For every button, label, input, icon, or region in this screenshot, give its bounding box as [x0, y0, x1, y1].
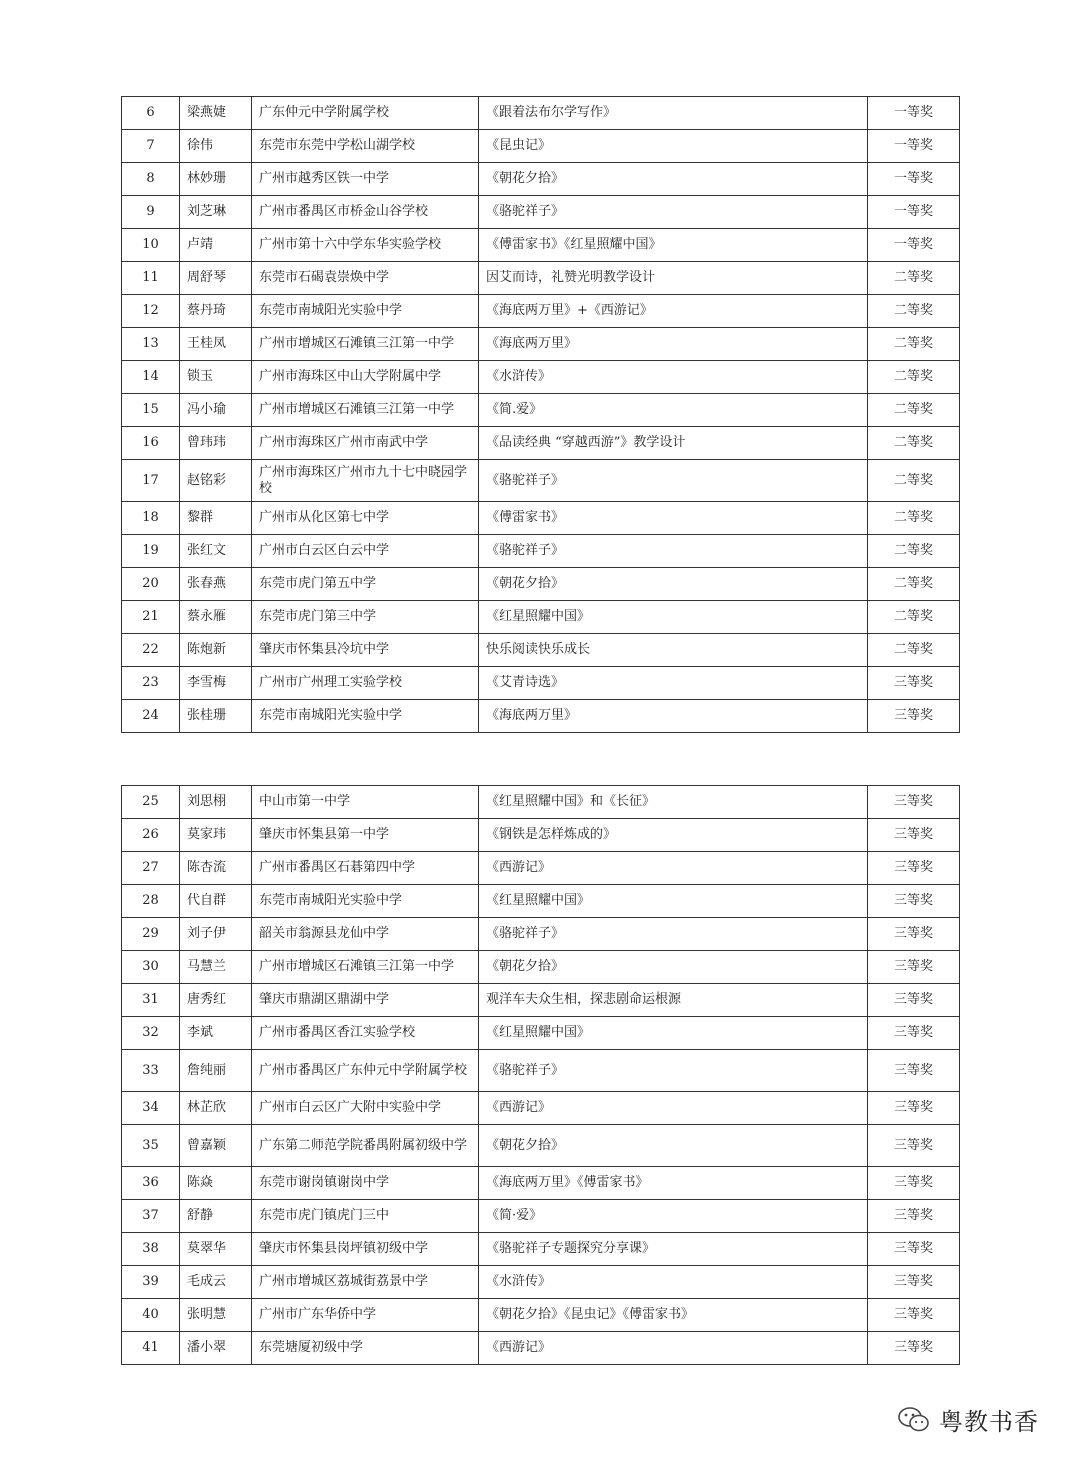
award-level: 三等奖	[868, 1332, 960, 1365]
row-number: 20	[122, 568, 180, 601]
work-title: 《简·爱》	[479, 1200, 868, 1233]
row-number: 27	[122, 852, 180, 885]
teacher-name: 王桂凤	[180, 328, 252, 361]
work-title: 《红星照耀中国》	[479, 885, 868, 918]
row-number: 24	[122, 700, 180, 733]
row-number: 9	[122, 196, 180, 229]
row-number: 18	[122, 502, 180, 535]
teacher-name: 陈焱	[180, 1167, 252, 1200]
row-number: 26	[122, 819, 180, 852]
school-name: 中山市第一中学	[252, 786, 479, 819]
school-name: 广州市海珠区广州市南武中学	[252, 427, 479, 460]
school-name: 广州市广东华侨中学	[252, 1299, 479, 1332]
award-level: 二等奖	[868, 535, 960, 568]
teacher-name: 卢靖	[180, 229, 252, 262]
work-title: 《朝花夕拾》《昆虫记》《傅雷家书》	[479, 1299, 868, 1332]
work-title: 《海底两万里》《傅雷家书》	[479, 1167, 868, 1200]
school-name: 东莞市南城阳光实验中学	[252, 885, 479, 918]
row-number: 16	[122, 427, 180, 460]
table-row	[122, 427, 960, 460]
teacher-name: 林芷欣	[180, 1092, 252, 1125]
school-name: 广州市番禺区市桥金山谷学校	[252, 196, 479, 229]
row-number: 28	[122, 885, 180, 918]
table-row	[122, 1092, 960, 1125]
work-title: 《朝花夕拾》	[479, 568, 868, 601]
teacher-name: 张桂珊	[180, 700, 252, 733]
school-name: 广州市从化区第七中学	[252, 502, 479, 535]
award-level: 二等奖	[868, 394, 960, 427]
teacher-name: 锁玉	[180, 361, 252, 394]
table-row	[122, 1125, 960, 1167]
award-level: 三等奖	[868, 1125, 960, 1167]
teacher-name: 曾嘉颖	[180, 1125, 252, 1167]
table-row	[122, 295, 960, 328]
table-row	[122, 1332, 960, 1365]
award-level: 三等奖	[868, 951, 960, 984]
table-row	[122, 97, 960, 130]
awards-table-body	[122, 97, 960, 733]
school-name: 东莞市南城阳光实验中学	[252, 700, 479, 733]
award-level: 三等奖	[868, 1167, 960, 1200]
row-number: 23	[122, 667, 180, 700]
row-number: 31	[122, 984, 180, 1017]
teacher-name: 黎群	[180, 502, 252, 535]
work-title: 《昆虫记》	[479, 130, 868, 163]
award-level: 二等奖	[868, 262, 960, 295]
school-name: 广州市增城区石滩镇三江第一中学	[252, 951, 479, 984]
award-level: 二等奖	[868, 568, 960, 601]
awards-table-body	[122, 786, 960, 1365]
work-title: 《骆驼祥子》	[479, 196, 868, 229]
row-number: 34	[122, 1092, 180, 1125]
teacher-name: 李斌	[180, 1017, 252, 1050]
teacher-name: 张明慧	[180, 1299, 252, 1332]
teacher-name: 陈炮新	[180, 634, 252, 667]
table-row	[122, 700, 960, 733]
table-row	[122, 328, 960, 361]
table-row	[122, 130, 960, 163]
school-name: 广州市越秀区铁一中学	[252, 163, 479, 196]
teacher-name: 徐伟	[180, 130, 252, 163]
table-row	[122, 1050, 960, 1092]
teacher-name: 毛成云	[180, 1266, 252, 1299]
row-number: 22	[122, 634, 180, 667]
school-name: 韶关市翁源县龙仙中学	[252, 918, 479, 951]
school-name: 肇庆市怀集县岗坪镇初级中学	[252, 1233, 479, 1266]
table-row	[122, 262, 960, 295]
teacher-name: 蔡丹琦	[180, 295, 252, 328]
row-number: 19	[122, 535, 180, 568]
award-level: 三等奖	[868, 1266, 960, 1299]
award-level: 一等奖	[868, 229, 960, 262]
school-name: 广州市番禺区石碁第四中学	[252, 852, 479, 885]
row-number: 15	[122, 394, 180, 427]
award-level: 三等奖	[868, 885, 960, 918]
school-name: 广州市第十六中学东华实验学校	[252, 229, 479, 262]
table-row	[122, 667, 960, 700]
table-row	[122, 819, 960, 852]
awards-table-2	[121, 785, 960, 1365]
award-level: 二等奖	[868, 502, 960, 535]
teacher-name: 唐秀红	[180, 984, 252, 1017]
table-row	[122, 502, 960, 535]
school-name: 广州市白云区广大附中实验中学	[252, 1092, 479, 1125]
school-name: 广州市海珠区中山大学附属中学	[252, 361, 479, 394]
work-title: 《品读经典 “穿越西游”》教学设计	[479, 427, 868, 460]
table-row	[122, 535, 960, 568]
wechat-icon	[897, 1405, 931, 1435]
school-name: 东莞市虎门镇虎门三中	[252, 1200, 479, 1233]
award-level: 三等奖	[868, 700, 960, 733]
work-title: 《骆驼祥子》	[479, 535, 868, 568]
work-title: 《西游记》	[479, 852, 868, 885]
row-number: 35	[122, 1125, 180, 1167]
wechat-watermark	[897, 1402, 1039, 1437]
school-name: 东莞市虎门第五中学	[252, 568, 479, 601]
table-row	[122, 951, 960, 984]
award-level: 二等奖	[868, 295, 960, 328]
work-title: 快乐阅读快乐成长	[479, 634, 868, 667]
row-number: 14	[122, 361, 180, 394]
work-title: 《骆驼祥子》	[479, 460, 868, 502]
row-number: 25	[122, 786, 180, 819]
award-level: 三等奖	[868, 1233, 960, 1266]
row-number: 11	[122, 262, 180, 295]
teacher-name: 林妙珊	[180, 163, 252, 196]
school-name: 广东仲元中学附属学校	[252, 97, 479, 130]
teacher-name: 马慧兰	[180, 951, 252, 984]
work-title: 《西游记》	[479, 1092, 868, 1125]
award-level: 一等奖	[868, 196, 960, 229]
table-row	[122, 394, 960, 427]
table-row	[122, 163, 960, 196]
work-title: 《海底两万里》	[479, 328, 868, 361]
work-title: 因艾而诗，礼赞光明教学设计	[479, 262, 868, 295]
award-level: 三等奖	[868, 984, 960, 1017]
row-number: 41	[122, 1332, 180, 1365]
work-title: 《傅雷家书》《红星照耀中国》	[479, 229, 868, 262]
award-level: 三等奖	[868, 1092, 960, 1125]
row-number: 32	[122, 1017, 180, 1050]
work-title: 《跟着法布尔学写作》	[479, 97, 868, 130]
table-row	[122, 568, 960, 601]
award-level: 三等奖	[868, 1050, 960, 1092]
school-name: 广州市增城区石滩镇三江第一中学	[252, 394, 479, 427]
award-level: 三等奖	[868, 918, 960, 951]
work-title: 《红星照耀中国》	[479, 1017, 868, 1050]
award-level: 三等奖	[868, 852, 960, 885]
teacher-name: 李雪梅	[180, 667, 252, 700]
teacher-name: 赵铭彩	[180, 460, 252, 502]
awards-table-1	[121, 96, 960, 733]
row-number: 7	[122, 130, 180, 163]
row-number: 40	[122, 1299, 180, 1332]
table-row	[122, 786, 960, 819]
row-number: 13	[122, 328, 180, 361]
work-title: 《朝花夕拾》	[479, 951, 868, 984]
award-level: 三等奖	[868, 819, 960, 852]
school-name: 东莞市谢岗镇谢岗中学	[252, 1167, 479, 1200]
school-name: 肇庆市鼎湖区鼎湖中学	[252, 984, 479, 1017]
row-number: 39	[122, 1266, 180, 1299]
teacher-name: 张红文	[180, 535, 252, 568]
work-title: 《水浒传》	[479, 361, 868, 394]
award-level: 一等奖	[868, 163, 960, 196]
table-row	[122, 885, 960, 918]
table-row	[122, 229, 960, 262]
work-title: 《简.爱》	[479, 394, 868, 427]
row-number: 30	[122, 951, 180, 984]
school-name: 广州市增城区石滩镇三江第一中学	[252, 328, 479, 361]
work-title: 《红星照耀中国》和《长征》	[479, 786, 868, 819]
work-title: 《骆驼祥子》	[479, 1050, 868, 1092]
work-title: 《海底两万里》	[479, 700, 868, 733]
school-name: 广州市广州理工实验学校	[252, 667, 479, 700]
row-number: 12	[122, 295, 180, 328]
school-name: 广州市白云区白云中学	[252, 535, 479, 568]
school-name: 广东第二师范学院番禺附属初级中学	[252, 1125, 479, 1167]
school-name: 肇庆市怀集县冷坑中学	[252, 634, 479, 667]
award-level: 二等奖	[868, 634, 960, 667]
watermark-text: 粤教书香	[939, 1408, 1039, 1436]
row-number: 10	[122, 229, 180, 262]
school-name: 东莞市虎门第三中学	[252, 601, 479, 634]
work-title: 《傅雷家书》	[479, 502, 868, 535]
school-name: 广州市番禺区广东仲元中学附属学校	[252, 1050, 479, 1092]
school-name: 东莞市东莞中学松山湖学校	[252, 130, 479, 163]
teacher-name: 张春燕	[180, 568, 252, 601]
teacher-name: 刘子伊	[180, 918, 252, 951]
work-title: 《骆驼祥子》	[479, 918, 868, 951]
award-level: 三等奖	[868, 1299, 960, 1332]
table-row	[122, 601, 960, 634]
table-row	[122, 984, 960, 1017]
table-row	[122, 1167, 960, 1200]
row-number: 8	[122, 163, 180, 196]
school-name: 东莞市石碣袁崇焕中学	[252, 262, 479, 295]
award-level: 二等奖	[868, 460, 960, 502]
school-name: 广州市番禺区香江实验学校	[252, 1017, 479, 1050]
table-row	[122, 1017, 960, 1050]
work-title: 《西游记》	[479, 1332, 868, 1365]
award-level: 二等奖	[868, 328, 960, 361]
table-row	[122, 1233, 960, 1266]
teacher-name: 冯小瑜	[180, 394, 252, 427]
row-number: 17	[122, 460, 180, 502]
table-row	[122, 852, 960, 885]
row-number: 33	[122, 1050, 180, 1092]
award-level: 三等奖	[868, 786, 960, 819]
work-title: 《朝花夕拾》	[479, 163, 868, 196]
school-name: 东莞市南城阳光实验中学	[252, 295, 479, 328]
row-number: 38	[122, 1233, 180, 1266]
award-level: 一等奖	[868, 130, 960, 163]
teacher-name: 陈杏流	[180, 852, 252, 885]
teacher-name: 梁燕婕	[180, 97, 252, 130]
award-level: 三等奖	[868, 1017, 960, 1050]
teacher-name: 舒静	[180, 1200, 252, 1233]
school-name: 东莞塘厦初级中学	[252, 1332, 479, 1365]
award-level: 三等奖	[868, 1200, 960, 1233]
table-row	[122, 361, 960, 394]
teacher-name: 曾玮玮	[180, 427, 252, 460]
table-row	[122, 1200, 960, 1233]
teacher-name: 蔡永雁	[180, 601, 252, 634]
row-number: 36	[122, 1167, 180, 1200]
table-row	[122, 460, 960, 502]
school-name: 广州市增城区荔城街荔景中学	[252, 1266, 479, 1299]
table-row	[122, 1299, 960, 1332]
teacher-name: 刘思栩	[180, 786, 252, 819]
table-row	[122, 1266, 960, 1299]
teacher-name: 莫翠华	[180, 1233, 252, 1266]
row-number: 37	[122, 1200, 180, 1233]
work-title: 《钢铁是怎样炼成的》	[479, 819, 868, 852]
work-title: 观洋车夫众生相，探悲剧命运根源	[479, 984, 868, 1017]
work-title: 《水浒传》	[479, 1266, 868, 1299]
teacher-name: 刘芝琳	[180, 196, 252, 229]
work-title: 《朝花夕拾》	[479, 1125, 868, 1167]
award-level: 三等奖	[868, 667, 960, 700]
work-title: 《骆驼祥子专题探究分享课》	[479, 1233, 868, 1266]
teacher-name: 潘小翠	[180, 1332, 252, 1365]
work-title: 《红星照耀中国》	[479, 601, 868, 634]
teacher-name: 代自群	[180, 885, 252, 918]
award-level: 二等奖	[868, 361, 960, 394]
award-level: 二等奖	[868, 601, 960, 634]
teacher-name: 莫家玮	[180, 819, 252, 852]
table-row	[122, 196, 960, 229]
award-level: 二等奖	[868, 427, 960, 460]
school-name: 肇庆市怀集县第一中学	[252, 819, 479, 852]
school-name: 广州市海珠区广州市九十七中晓园学校	[252, 460, 479, 502]
award-level: 一等奖	[868, 97, 960, 130]
table-row	[122, 918, 960, 951]
row-number: 21	[122, 601, 180, 634]
teacher-name: 詹纯丽	[180, 1050, 252, 1092]
row-number: 29	[122, 918, 180, 951]
work-title: 《艾青诗选》	[479, 667, 868, 700]
teacher-name: 周舒琴	[180, 262, 252, 295]
table-row	[122, 634, 960, 667]
work-title: 《海底两万里》+《西游记》	[479, 295, 868, 328]
row-number: 6	[122, 97, 180, 130]
